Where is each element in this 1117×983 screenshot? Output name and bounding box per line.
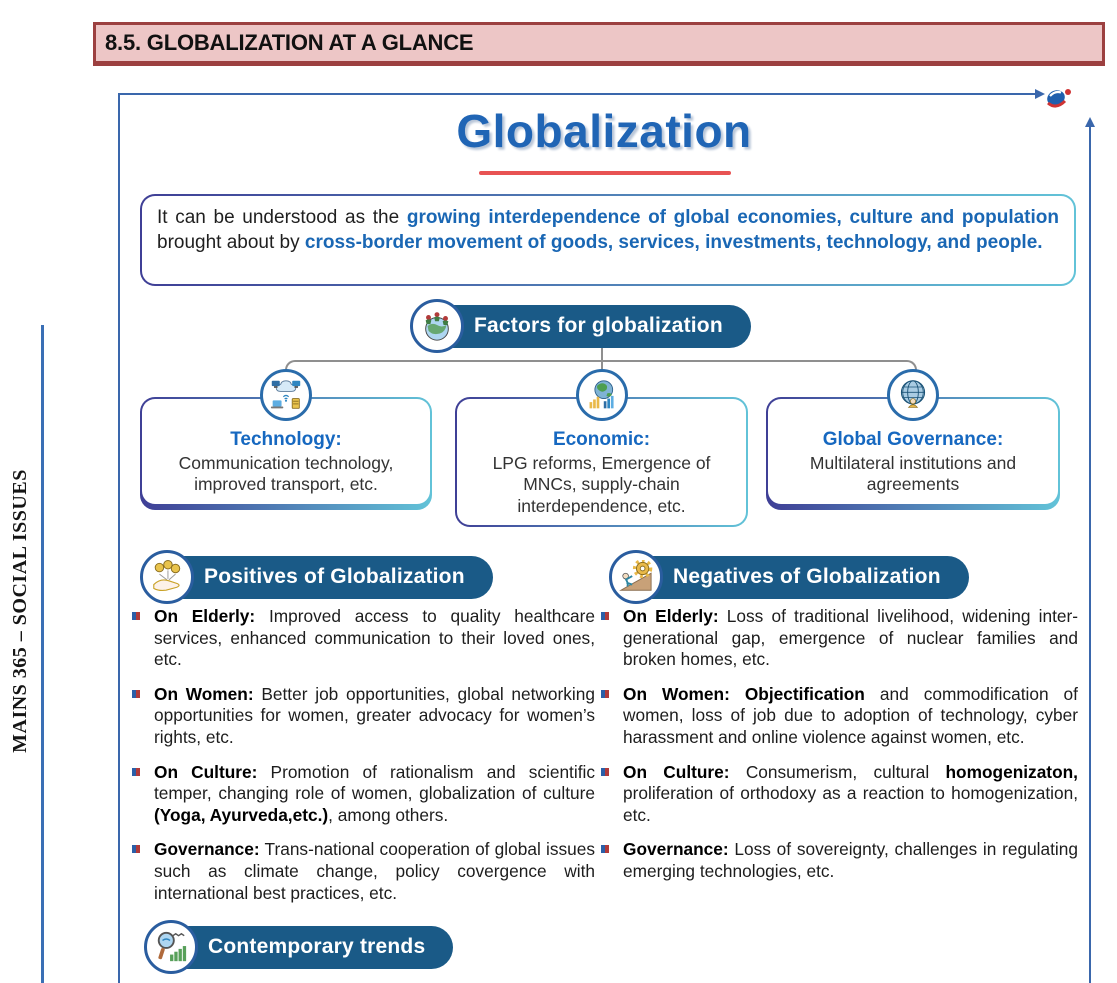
globe-people-icon — [410, 299, 464, 353]
bullet-square-icon — [132, 845, 140, 853]
list-item — [601, 684, 1078, 749]
positives-list — [132, 606, 595, 917]
frame-top-border — [118, 93, 1036, 95]
positives-banner — [140, 550, 493, 604]
frame-left-border — [118, 93, 120, 983]
list-item-text: On Elderly: Loss of traditional livelihood, widening inter-generational gap, emergence of nuclear families and broken homes, etc. — [623, 606, 1078, 670]
definition-box — [140, 194, 1076, 286]
sidebar-vertical-label: MAINS 365 – SOCIAL ISSUES — [9, 469, 31, 753]
list-item-text: On Culture: Consumerism, cultural homogenizaton, proliferation of orthodoxy as a reaction to homogenization, etc. — [623, 761, 1078, 825]
factor-body: Communication technology, improved transport, etc. — [178, 453, 394, 495]
factor-box-technology — [140, 397, 432, 510]
list-item — [132, 684, 595, 749]
factor-box-economic — [455, 397, 748, 527]
factor-heading: Technology: — [230, 429, 342, 450]
negatives-banner-label: Negatives of Globalization — [631, 556, 969, 599]
bullet-square-icon — [601, 612, 609, 620]
definition-text: It can be understood as the growing interdependence of global economies, culture and population brought about by cross-border movement of goods, services, investments, technology, and people. — [142, 196, 1074, 284]
negatives-list — [601, 606, 1078, 896]
factor-heading: Economic: — [552, 429, 651, 450]
hand-coins-icon — [140, 550, 194, 604]
page-title: Globalization — [456, 105, 752, 157]
list-item — [132, 762, 595, 827]
factor-box-global-governance — [766, 397, 1060, 510]
title-underline — [479, 171, 731, 175]
list-item — [132, 606, 595, 671]
frame-right-border — [1089, 127, 1091, 983]
list-item-text: On Women: Better job opportunities, global networking opportunities for women, greater advocacy for women’s rights, etc. — [154, 683, 595, 748]
list-item-text: On Elderly: Improved access to quality healthcare services, enhanced communication to their loved ones, etc. — [154, 606, 595, 670]
bullet-square-icon — [601, 768, 609, 776]
negatives-banner — [609, 550, 969, 604]
positives-banner-label: Positives of Globalization — [162, 556, 493, 599]
bullet-square-icon — [601, 690, 609, 698]
bullet-square-icon — [132, 690, 140, 698]
list-item-text: Governance: Loss of sovereignty, challenges in regulating emerging technologies, etc. — [623, 839, 1078, 882]
list-item-text: Governance: Trans-national cooperation of global issues such as climate change, policy covergence with international best practices, etc. — [154, 839, 595, 903]
bullet-square-icon — [132, 768, 140, 776]
contemporary-trends-banner — [144, 920, 453, 974]
globe-economy-icon — [576, 369, 628, 421]
factors-banner-label: Factors for globalization — [432, 305, 751, 348]
list-item-text: On Women: Objectification and commodification of women, loss of job due to adoption of technology, cyber harassment and online violence against women, etc. — [623, 683, 1078, 748]
bullet-square-icon — [132, 612, 140, 620]
factor-body: Multilateral institutions and agreements — [809, 453, 1017, 495]
contemporary-trends-label: Contemporary trends — [166, 926, 453, 969]
section-title: 8.5. GLOBALIZATION AT A GLANCE — [105, 30, 474, 55]
list-item-text: On Culture: Promotion of rationalism and scientific temper, changing role of women, globalization of culture (Yoga, Ayurveda,etc.), among others. — [154, 761, 595, 825]
connected-devices-icon — [260, 369, 312, 421]
wireframe-globe-icon — [887, 369, 939, 421]
sidebar-vertical-rule — [41, 325, 44, 983]
gear-uphill-icon — [609, 550, 663, 604]
list-item — [601, 762, 1078, 827]
magnifier-chart-icon — [144, 920, 198, 974]
section-header-bar — [93, 22, 1105, 66]
factors-banner — [410, 299, 751, 353]
factor-heading: Global Governance: — [822, 429, 1004, 450]
list-item — [132, 839, 595, 904]
list-item — [601, 606, 1078, 671]
list-item — [601, 839, 1078, 882]
factor-body: LPG reforms, Emergence of MNCs, supply-chain interdependence, etc. — [492, 453, 711, 516]
bullet-square-icon — [601, 845, 609, 853]
